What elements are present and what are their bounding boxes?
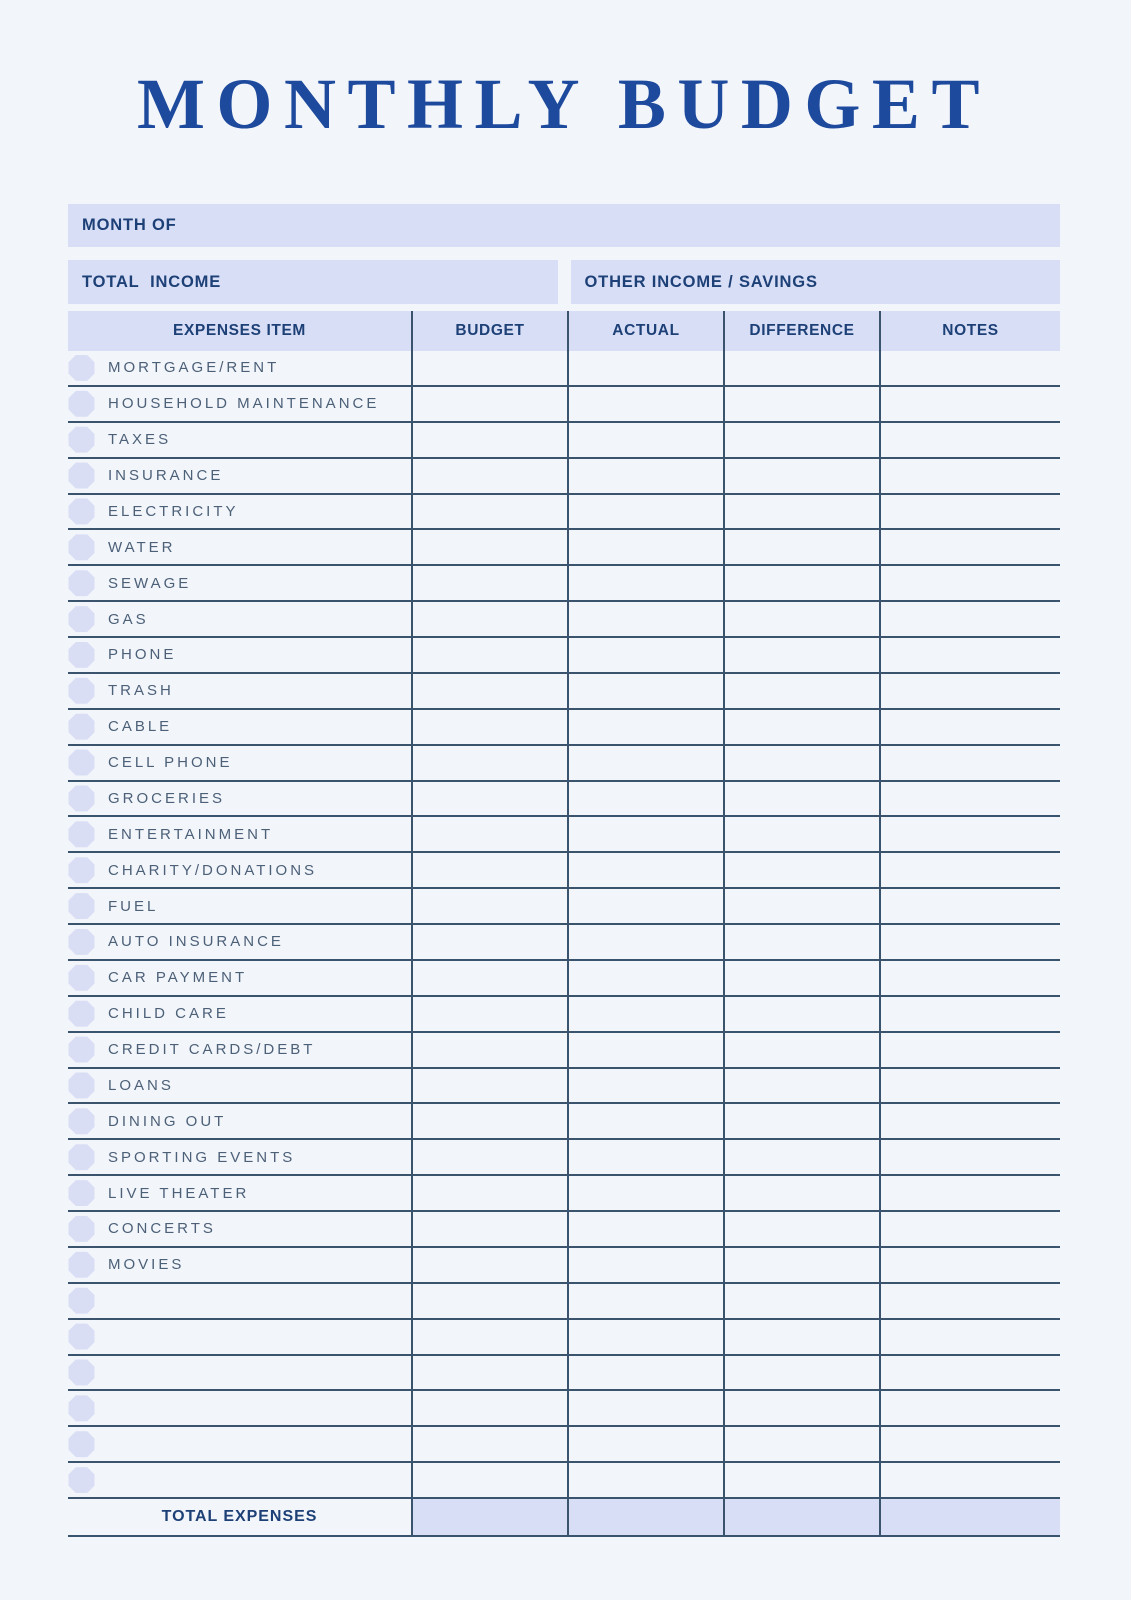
actual-cell[interactable]: [567, 1176, 723, 1210]
notes-cell[interactable]: [879, 423, 1060, 457]
notes-cell[interactable]: [879, 602, 1060, 636]
actual-cell[interactable]: [567, 1140, 723, 1174]
notes-cell[interactable]: [879, 889, 1060, 923]
notes-cell[interactable]: [879, 817, 1060, 851]
expense-row: [68, 495, 1060, 531]
budget-cell[interactable]: [411, 925, 567, 959]
notes-cell[interactable]: [879, 961, 1060, 995]
expense-row-empty: [68, 1284, 1060, 1320]
other-income-savings-field[interactable]: [571, 260, 1061, 304]
actual-cell[interactable]: [567, 1284, 723, 1318]
octagon-bullet-icon: [68, 1144, 95, 1171]
difference-cell[interactable]: [723, 423, 879, 457]
difference-cell[interactable]: [723, 1427, 879, 1461]
expense-row: [68, 351, 1060, 387]
difference-cell[interactable]: [723, 1033, 879, 1067]
octagon-bullet-icon: [68, 785, 95, 812]
expense-row: [68, 1248, 1060, 1284]
octagon-bullet-icon: [68, 1108, 95, 1135]
notes-cell[interactable]: [879, 459, 1060, 493]
expense-row: [68, 1069, 1060, 1105]
actual-cell[interactable]: [567, 925, 723, 959]
notes-cell[interactable]: [879, 1284, 1060, 1318]
actual-cell[interactable]: [567, 566, 723, 600]
difference-cell[interactable]: [723, 1284, 879, 1318]
notes-cell[interactable]: [879, 1176, 1060, 1210]
difference-cell[interactable]: [723, 925, 879, 959]
expense-item-cell: [68, 459, 411, 493]
expense-row: [68, 782, 1060, 818]
difference-cell[interactable]: [723, 459, 879, 493]
notes-cell[interactable]: [879, 1140, 1060, 1174]
budget-cell[interactable]: [411, 1212, 567, 1246]
octagon-bullet-icon: [68, 928, 95, 955]
expense-row: [68, 674, 1060, 710]
notes-cell[interactable]: [879, 566, 1060, 600]
expense-row: [68, 746, 1060, 782]
budget-cell[interactable]: [411, 1069, 567, 1103]
expense-item-label: TRASH: [108, 682, 174, 700]
actual-cell[interactable]: [567, 853, 723, 887]
octagon-bullet-icon: [68, 677, 95, 704]
expense-item-cell: [68, 387, 411, 421]
budget-cell[interactable]: [411, 566, 567, 600]
expense-row-empty: [68, 1427, 1060, 1463]
actual-cell[interactable]: [567, 459, 723, 493]
notes-cell[interactable]: [879, 1427, 1060, 1461]
expense-item-cell: [68, 1391, 411, 1425]
budget-cell[interactable]: [411, 1391, 567, 1425]
difference-cell[interactable]: [723, 495, 879, 529]
actual-cell[interactable]: [567, 817, 723, 851]
expense-item-cell: [68, 853, 411, 887]
expense-item-cell: [68, 1427, 411, 1461]
actual-cell[interactable]: [567, 889, 723, 923]
difference-cell[interactable]: [723, 1463, 879, 1497]
octagon-bullet-icon: [68, 1180, 95, 1207]
actual-cell[interactable]: [567, 1033, 723, 1067]
month-of-label: MONTH OF: [82, 216, 177, 234]
expense-item-cell: [68, 1069, 411, 1103]
expense-item-cell: [68, 746, 411, 780]
expense-item-label: MOVIES: [108, 1256, 185, 1274]
actual-cell[interactable]: [567, 1248, 723, 1282]
expense-item-label: GROCERIES: [108, 789, 226, 807]
expense-item-label: ENTERTAINMENT: [108, 825, 274, 843]
expense-row-empty: [68, 1320, 1060, 1356]
expense-item-label: GAS: [108, 610, 149, 628]
expense-item-cell: [68, 782, 411, 816]
header-budget: BUDGET: [411, 311, 567, 351]
octagon-bullet-icon: [68, 1251, 95, 1278]
budget-cell[interactable]: [411, 602, 567, 636]
budget-cell[interactable]: [411, 495, 567, 529]
total-income-field[interactable]: [68, 260, 558, 304]
expense-row-empty: [68, 1391, 1060, 1427]
expense-item-label: SPORTING EVENTS: [108, 1148, 296, 1166]
expense-item-cell: [68, 674, 411, 708]
expense-item-cell: [68, 1140, 411, 1174]
notes-cell[interactable]: [879, 782, 1060, 816]
expense-item-cell: [68, 997, 411, 1031]
octagon-bullet-icon: [68, 1000, 95, 1027]
expense-item-label: CONCERTS: [108, 1220, 216, 1238]
budget-cell[interactable]: [411, 530, 567, 564]
expense-item-label: CHILD CARE: [108, 1005, 229, 1023]
difference-cell[interactable]: [723, 674, 879, 708]
expense-item-label: LIVE THEATER: [108, 1184, 250, 1202]
difference-cell[interactable]: [723, 1248, 879, 1282]
difference-cell[interactable]: [723, 1176, 879, 1210]
budget-cell[interactable]: [411, 817, 567, 851]
difference-cell[interactable]: [723, 1104, 879, 1138]
budget-cell[interactable]: [411, 853, 567, 887]
octagon-bullet-icon: [68, 821, 95, 848]
table-header-row: [68, 311, 1060, 351]
difference-cell[interactable]: [723, 1140, 879, 1174]
expense-row: [68, 566, 1060, 602]
actual-cell[interactable]: [567, 746, 723, 780]
total-expenses-label: TOTAL EXPENSES: [161, 1508, 318, 1525]
actual-cell[interactable]: [567, 1463, 723, 1497]
expense-item-label: ELECTRICITY: [108, 502, 239, 520]
expense-item-cell: [68, 1033, 411, 1067]
notes-cell[interactable]: [879, 1212, 1060, 1246]
expense-item-cell: [68, 1320, 411, 1354]
expense-item-label: CREDIT CARDS/DEBT: [108, 1041, 316, 1059]
budget-cell[interactable]: [411, 782, 567, 816]
difference-cell[interactable]: [723, 602, 879, 636]
expense-row: [68, 1033, 1060, 1069]
budget-cell[interactable]: [411, 351, 567, 385]
expense-item-label: AUTO INSURANCE: [108, 933, 284, 951]
expense-item-label: TAXES: [108, 431, 172, 449]
difference-cell[interactable]: [723, 710, 879, 744]
expense-item-label: INSURANCE: [108, 467, 224, 485]
actual-cell[interactable]: [567, 1104, 723, 1138]
actual-cell[interactable]: [567, 1391, 723, 1425]
expense-row: [68, 1140, 1060, 1176]
budget-cell[interactable]: [411, 746, 567, 780]
actual-cell[interactable]: [567, 1320, 723, 1354]
expenses-table: [68, 311, 1060, 1537]
actual-cell[interactable]: [567, 997, 723, 1031]
expense-item-cell: [68, 889, 411, 923]
expense-item-cell: [68, 1463, 411, 1497]
actual-cell[interactable]: [567, 351, 723, 385]
expense-item-label: PHONE: [108, 646, 177, 664]
header-actual: ACTUAL: [567, 311, 723, 351]
expense-item-cell: [68, 530, 411, 564]
expense-row: [68, 1104, 1060, 1140]
notes-cell[interactable]: [879, 997, 1060, 1031]
octagon-bullet-icon: [68, 1072, 95, 1099]
notes-cell[interactable]: [879, 387, 1060, 421]
expense-row: [68, 997, 1060, 1033]
difference-cell[interactable]: [723, 1320, 879, 1354]
actual-cell[interactable]: [567, 1427, 723, 1461]
notes-cell[interactable]: [879, 710, 1060, 744]
expense-row: [68, 459, 1060, 495]
expense-item-cell: [68, 817, 411, 851]
octagon-bullet-icon: [68, 1359, 95, 1386]
notes-cell[interactable]: [879, 495, 1060, 529]
difference-cell[interactable]: [723, 746, 879, 780]
actual-cell[interactable]: [567, 782, 723, 816]
budget-sheet: [68, 0, 1060, 1537]
octagon-bullet-icon: [68, 534, 95, 561]
expense-row: [68, 853, 1060, 889]
difference-cell[interactable]: [723, 853, 879, 887]
expense-item-label: CELL PHONE: [108, 754, 233, 772]
difference-cell[interactable]: [723, 817, 879, 851]
header-expenses-item: EXPENSES ITEM: [173, 322, 306, 339]
other-income-savings-label: OTHER INCOME / SAVINGS: [584, 272, 818, 291]
octagon-bullet-icon: [68, 606, 95, 633]
budget-cell[interactable]: [411, 1033, 567, 1067]
expense-item-cell: [68, 961, 411, 995]
difference-cell[interactable]: [723, 351, 879, 385]
notes-cell[interactable]: [879, 1356, 1060, 1390]
budget-cell[interactable]: [411, 1320, 567, 1354]
actual-cell[interactable]: [567, 602, 723, 636]
header-notes: NOTES: [879, 311, 1060, 351]
total-actual-cell[interactable]: [567, 1499, 723, 1535]
notes-cell[interactable]: [879, 1248, 1060, 1282]
budget-cell[interactable]: [411, 1104, 567, 1138]
difference-cell[interactable]: [723, 1212, 879, 1246]
notes-cell[interactable]: [879, 1104, 1060, 1138]
expense-item-label: CABLE: [108, 718, 173, 736]
expense-row: [68, 1176, 1060, 1212]
expense-item-cell: [68, 710, 411, 744]
expense-item-cell: [68, 351, 411, 385]
actual-cell[interactable]: [567, 638, 723, 672]
header-difference: DIFFERENCE: [723, 311, 879, 351]
budget-cell[interactable]: [411, 889, 567, 923]
expense-row-empty: [68, 1463, 1060, 1499]
expense-row: [68, 925, 1060, 961]
octagon-bullet-icon: [68, 462, 95, 489]
total-difference-cell[interactable]: [723, 1499, 879, 1535]
expense-row: [68, 1212, 1060, 1248]
budget-cell[interactable]: [411, 710, 567, 744]
budget-cell[interactable]: [411, 1140, 567, 1174]
budget-cell[interactable]: [411, 1248, 567, 1282]
actual-cell[interactable]: [567, 710, 723, 744]
expense-row: [68, 638, 1060, 674]
actual-cell[interactable]: [567, 495, 723, 529]
difference-cell[interactable]: [723, 782, 879, 816]
octagon-bullet-icon: [68, 1431, 95, 1458]
expense-item-label: LOANS: [108, 1076, 174, 1094]
notes-cell[interactable]: [879, 925, 1060, 959]
octagon-bullet-icon: [68, 964, 95, 991]
notes-cell[interactable]: [879, 351, 1060, 385]
difference-cell[interactable]: [723, 1391, 879, 1425]
total-budget-cell[interactable]: [411, 1499, 567, 1535]
budget-cell[interactable]: [411, 1427, 567, 1461]
expense-row: [68, 602, 1060, 638]
expense-item-label: FUEL: [108, 897, 159, 915]
expense-item-label: CAR PAYMENT: [108, 969, 248, 987]
budget-cell[interactable]: [411, 1176, 567, 1210]
expense-item-cell: [68, 566, 411, 600]
expense-item-cell: [68, 423, 411, 457]
expense-item-label: CHARITY/DONATIONS: [108, 861, 318, 879]
expense-row: [68, 423, 1060, 459]
expense-item-cell: [68, 638, 411, 672]
actual-cell[interactable]: [567, 674, 723, 708]
octagon-bullet-icon: [68, 857, 95, 884]
notes-cell[interactable]: [879, 1320, 1060, 1354]
octagon-bullet-icon: [68, 641, 95, 668]
expense-item-cell: [68, 1284, 411, 1318]
octagon-bullet-icon: [68, 426, 95, 453]
octagon-bullet-icon: [68, 713, 95, 740]
notes-cell[interactable]: [879, 1033, 1060, 1067]
month-of-field[interactable]: [68, 204, 1060, 247]
budget-cell[interactable]: [411, 997, 567, 1031]
expense-row: [68, 530, 1060, 566]
actual-cell[interactable]: [567, 1212, 723, 1246]
octagon-bullet-icon: [68, 498, 95, 525]
budget-cell[interactable]: [411, 1284, 567, 1318]
octagon-bullet-icon: [68, 1215, 95, 1242]
actual-cell[interactable]: [567, 1069, 723, 1103]
difference-cell[interactable]: [723, 638, 879, 672]
octagon-bullet-icon: [68, 570, 95, 597]
expense-row: [68, 961, 1060, 997]
difference-cell[interactable]: [723, 889, 879, 923]
expense-item-label: HOUSEHOLD MAINTENANCE: [108, 395, 380, 413]
notes-cell[interactable]: [879, 853, 1060, 887]
actual-cell[interactable]: [567, 1356, 723, 1390]
budget-cell[interactable]: [411, 423, 567, 457]
budget-cell[interactable]: [411, 961, 567, 995]
expense-row: [68, 710, 1060, 746]
octagon-bullet-icon: [68, 1395, 95, 1422]
expense-row: [68, 817, 1060, 853]
budget-cell[interactable]: [411, 638, 567, 672]
notes-cell[interactable]: [879, 746, 1060, 780]
expense-item-cell: [68, 1176, 411, 1210]
notes-cell[interactable]: [879, 1463, 1060, 1497]
expense-row-empty: [68, 1356, 1060, 1392]
budget-cell[interactable]: [411, 387, 567, 421]
expense-item-label: MORTGAGE/RENT: [108, 359, 280, 377]
notes-cell[interactable]: [879, 1391, 1060, 1425]
actual-cell[interactable]: [567, 423, 723, 457]
difference-cell[interactable]: [723, 387, 879, 421]
expense-item-cell: [68, 1212, 411, 1246]
octagon-bullet-icon: [68, 749, 95, 776]
notes-cell[interactable]: [879, 530, 1060, 564]
budget-cell[interactable]: [411, 1463, 567, 1497]
budget-cell[interactable]: [411, 674, 567, 708]
notes-cell[interactable]: [879, 674, 1060, 708]
expense-item-cell: [68, 1104, 411, 1138]
difference-cell[interactable]: [723, 566, 879, 600]
difference-cell[interactable]: [723, 1356, 879, 1390]
actual-cell[interactable]: [567, 530, 723, 564]
octagon-bullet-icon: [68, 354, 95, 381]
table-body: [68, 351, 1060, 1499]
octagon-bullet-icon: [68, 1323, 95, 1350]
income-row: [68, 260, 1060, 304]
difference-cell[interactable]: [723, 997, 879, 1031]
total-income-label: TOTAL INCOME: [82, 272, 222, 291]
actual-cell[interactable]: [567, 387, 723, 421]
expense-item-label: SEWAGE: [108, 574, 192, 592]
expense-item-cell: [68, 1356, 411, 1390]
notes-cell[interactable]: [879, 638, 1060, 672]
expense-row: [68, 889, 1060, 925]
difference-cell[interactable]: [723, 530, 879, 564]
expense-row: [68, 387, 1060, 423]
budget-cell[interactable]: [411, 459, 567, 493]
notes-cell[interactable]: [879, 1069, 1060, 1103]
difference-cell[interactable]: [723, 961, 879, 995]
octagon-bullet-icon: [68, 1287, 95, 1314]
difference-cell[interactable]: [723, 1069, 879, 1103]
page-title: MONTHLY BUDGET: [136, 64, 992, 144]
actual-cell[interactable]: [567, 961, 723, 995]
expense-item-label: WATER: [108, 538, 176, 556]
total-expenses-row: [68, 1499, 1060, 1537]
octagon-bullet-icon: [68, 1036, 95, 1063]
expense-item-cell: [68, 1248, 411, 1282]
octagon-bullet-icon: [68, 390, 95, 417]
octagon-bullet-icon: [68, 1467, 95, 1494]
total-notes-cell[interactable]: [879, 1499, 1060, 1535]
expense-item-cell: [68, 495, 411, 529]
expense-item-cell: [68, 925, 411, 959]
budget-cell[interactable]: [411, 1356, 567, 1390]
expense-item-cell: [68, 602, 411, 636]
expense-item-label: DINING OUT: [108, 1112, 227, 1130]
octagon-bullet-icon: [68, 893, 95, 920]
